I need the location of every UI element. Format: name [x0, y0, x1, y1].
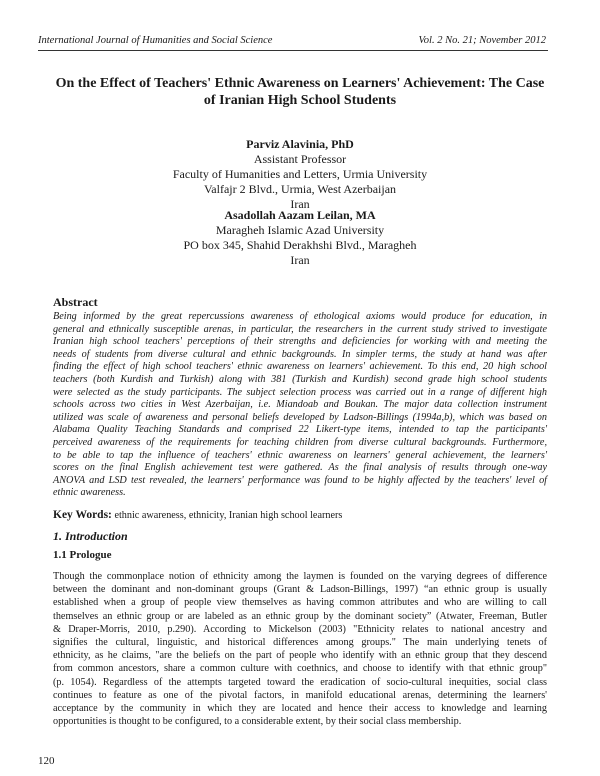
abstract-line: perceived awareness of the requirements for teaching children from diverse cultural backgrounds. Furthermore,	[53, 436, 547, 448]
abstract-line: needs of students from diverse cultural and ethnic backgrounds. In simpler terms, the study at hand was after	[53, 348, 547, 360]
journal-name: International Journal of Humanities and Social Science	[38, 35, 273, 46]
abstract-line: scores on the final English achievement test were gathered. As the final analysis of results through one-way	[53, 462, 547, 474]
volume-issue: Vol. 2 No. 21; November 2012	[418, 35, 546, 46]
abstract-line: to be able to tap the influence of teachers' ethnic awareness on learners' general achievement, the learners'	[53, 449, 547, 461]
keywords-label: Key Words:	[53, 509, 112, 521]
abstract-line: were selected as the study participants. The subject selection process was carried out in a range of different high	[53, 386, 547, 398]
author-1	[100, 137, 500, 212]
abstract-heading: Abstract	[53, 295, 98, 309]
author-country: Iran	[290, 197, 310, 211]
body-line: & Draper-Morris, 2010, p.290). According to Mickelson (2003) "Ethnicity relates to national ancestry and	[53, 623, 547, 635]
prologue-heading: 1.1 Prologue	[53, 549, 112, 561]
title-line-2: of Iranian High School Students	[203, 93, 397, 108]
title-line-1: On the Effect of Teachers' Ethnic Awareness on Learners' Achievement: The Case	[55, 76, 545, 91]
body-line: themselves an ethnic group or are labeled as an ethnic group by the dominant society” (Atwater, Freeman, Butler	[53, 610, 547, 622]
abstract-line: utilized was scale of awareness and personal beliefs developed by Ladson-Billings (1994a,b), which was based on	[53, 411, 547, 423]
header-rule	[38, 50, 548, 51]
keywords	[53, 509, 342, 522]
author-address: PO box 345, Shahid Derakhshi Blvd., Maragheh	[183, 238, 417, 252]
author-faculty: Faculty of Humanities and Letters, Urmia University	[172, 167, 428, 181]
page-number: 120	[38, 755, 55, 767]
body-line: Though the commonplace notion of ethnicity among the laymen is founded on the varying degrees of difference	[53, 571, 547, 582]
abstract-line: Iranian high school teachers' perceptions of their strengths and deficiencies for working with and meeting the	[53, 336, 547, 348]
body-line: established when a group of people view themselves as having common attributes and who are willing to call	[53, 597, 547, 609]
body-line: acceptance by the community in which they are located and hence their access to knowledge and learning	[53, 703, 547, 715]
paper-title	[50, 75, 550, 109]
abstract-line: schools across two cities in West Azerbaijan, i.e. Miandoab and Boukan. The major data collection instrument	[53, 399, 547, 411]
keywords-text: ethnic awareness, ethnicity, Iranian high school learners	[111, 510, 343, 521]
abstract-line: ethnic awareness.	[53, 487, 126, 499]
introduction-heading: 1. Introduction	[53, 529, 128, 543]
body-line: from common ancestors, share a common culture with coethnics, and choose to identify with that ethnic group"	[53, 663, 547, 675]
author-address: Valfajr 2 Blvd., Urmia, West Azerbaijan	[203, 182, 397, 196]
body-line: signifies the cultural, linguistic, and historical differences among groups." The main underlying tenets of	[53, 637, 547, 649]
body-line: between the dominant and non-dominant groups (Grant & Ladson-Billings, 1997) “an ethnic group is usually	[53, 584, 547, 596]
abstract-line: finding the effect of high school teachers' ethnic awareness on learners' achievement. To this end, 20 high school	[53, 361, 547, 373]
body-paragraph	[53, 570, 547, 728]
author-name: Parviz Alavinia, PhD	[246, 137, 354, 151]
author-country: Iran	[290, 253, 310, 267]
author-name: Asadollah Aazam Leilan, MA	[224, 208, 376, 222]
body-line: opportunities is thought to be configured, to a considerable extent, by their social class membership.	[53, 716, 462, 728]
author-institution: Maragheh Islamic Azad University	[215, 223, 385, 237]
body-line: (p. 1054). Regardless of the attempts targeted toward the eradication of socio-cultural inequities, social class	[53, 676, 547, 688]
abstract-line: teachers (both Kurdish and Turkish) along with 381 (Turkish and Kurdish) second grade high school students	[53, 373, 547, 385]
abstract-line: ANOVA and LSD test revealed, the learners' performance was found to be highly affected by the teachers' level of	[53, 474, 547, 486]
abstract-text	[53, 311, 547, 500]
abstract-line: general and ethnically susceptible arenas, in particular, the researchers in the current study strived to investigate	[53, 323, 547, 335]
body-line: ethnicity, as he claims, "are the beliefs on the part of people who identify with an ethnic group that they descend	[53, 650, 547, 662]
author-position: Assistant Professor	[253, 152, 347, 166]
abstract-line: Being informed by the great repercussions awareness of ethological axioms would produce for education, in	[53, 311, 547, 322]
abstract-line: Alabama Quality Teaching Standards and comprised 22 Likert-type items, intended to tap the participants'	[53, 424, 547, 436]
author-2	[100, 208, 500, 268]
body-line: continues to feature as one of the pivotal factors, in manifold educational arenas, determining the learners'	[53, 689, 547, 701]
